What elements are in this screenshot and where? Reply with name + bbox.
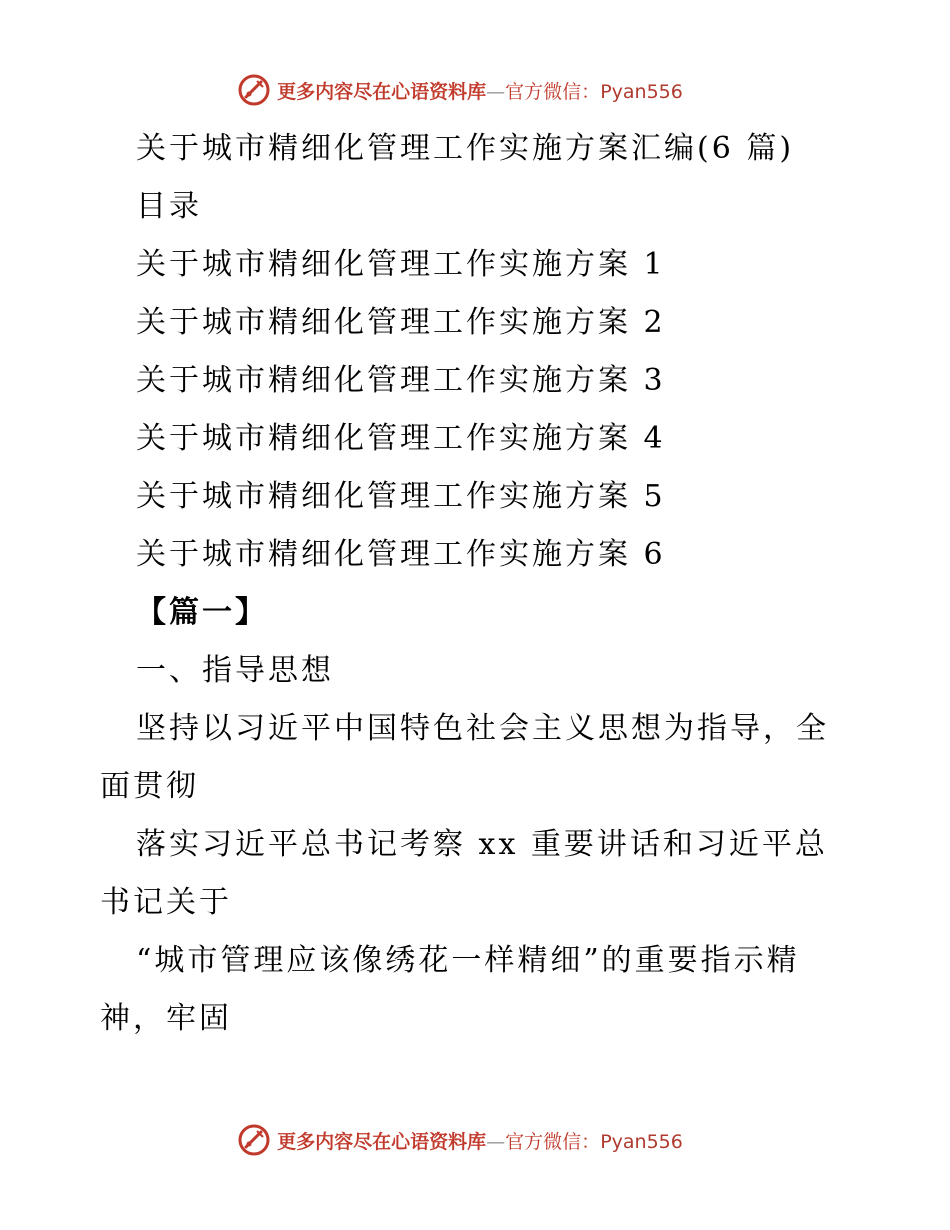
toc-item: 关于城市精细化管理工作实施方案 6: [136, 537, 666, 572]
paragraph-line: 面贯彻: [100, 769, 199, 804]
paragraph-line: 书记关于: [100, 885, 232, 920]
watermark-account: Pyan556: [600, 80, 683, 103]
paragraph: [0, 700, 950, 816]
watermark-label: 官方微信：: [505, 1130, 601, 1153]
toc-item: 关于城市精细化管理工作实施方案 2: [136, 305, 666, 340]
watermark-separator: —: [486, 1130, 506, 1153]
document-body: [0, 120, 950, 1048]
part-label: 【篇一】: [136, 595, 268, 630]
paragraph-line: 落实习近平总书记考察 xx 重要讲话和习近平总: [136, 827, 828, 862]
paragraph-line: 坚持以习近平中国特色社会主义思想为指导，全: [136, 711, 829, 746]
brand-logo-icon: [237, 73, 271, 107]
brand-logo-icon: [237, 1123, 271, 1157]
footer-watermark: [0, 1120, 950, 1160]
toc-item: 关于城市精细化管理工作实施方案 1: [136, 247, 666, 282]
toc-item: 关于城市精细化管理工作实施方案 3: [136, 363, 666, 398]
toc-heading: 目录: [136, 189, 202, 224]
watermark-brand: 更多内容尽在心语资料库: [277, 80, 487, 103]
paragraph-line: 神，牢固: [100, 1001, 232, 1036]
header-watermark: [0, 70, 950, 110]
paragraph-line: “城市管理应该像绣花一样精细”的重要指示精: [136, 943, 800, 978]
toc-item: 关于城市精细化管理工作实施方案 5: [136, 479, 666, 514]
document-title: 关于城市精细化管理工作实施方案汇编(6 篇): [136, 131, 795, 166]
paragraph: [0, 932, 950, 1048]
watermark-account: Pyan556: [600, 1130, 683, 1153]
watermark-brand: 更多内容尽在心语资料库: [277, 1130, 487, 1153]
section-heading: 一、指导思想: [136, 653, 334, 688]
watermark-separator: —: [486, 80, 506, 103]
paragraph: [0, 816, 950, 932]
toc-item: 关于城市精细化管理工作实施方案 4: [136, 421, 666, 456]
watermark-label: 官方微信：: [505, 80, 601, 103]
